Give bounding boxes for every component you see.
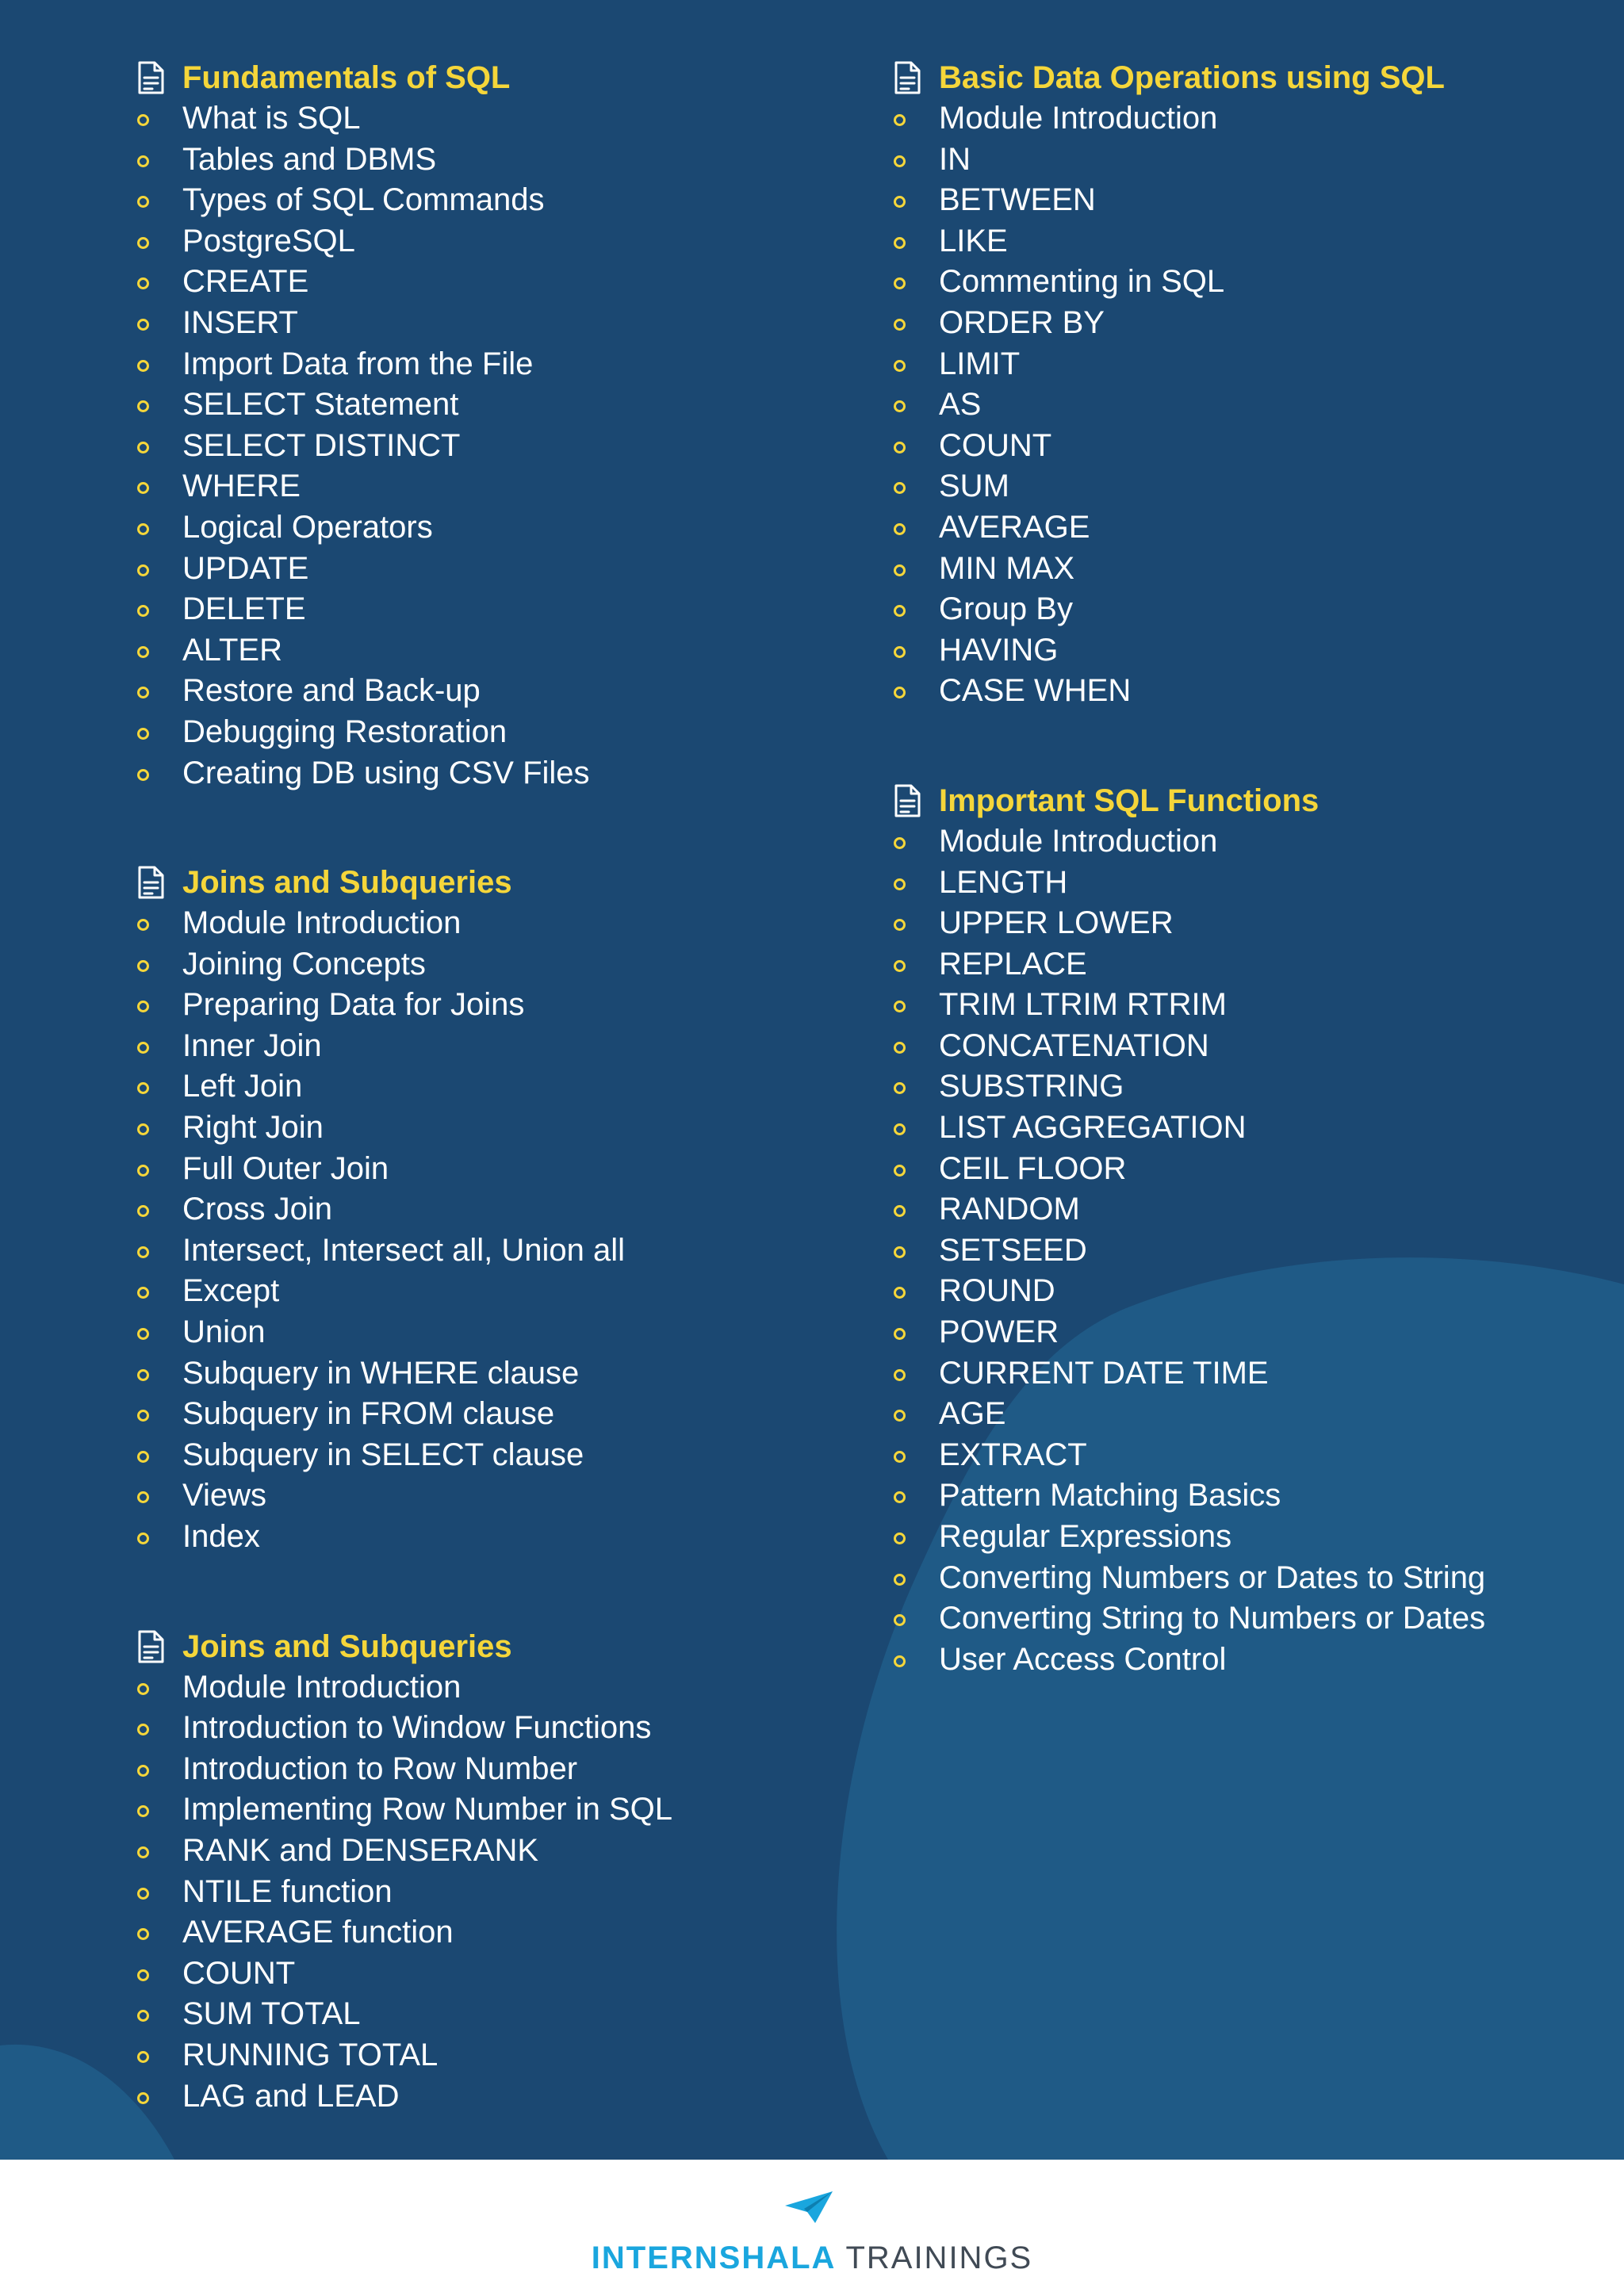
list-item: Tables and DBMS bbox=[135, 140, 672, 181]
list-item: CONCATENATION bbox=[891, 1026, 1485, 1067]
list-item: Converting Numbers or Dates to String bbox=[891, 1558, 1485, 1599]
list-item: Preparing Data for Joins bbox=[135, 985, 672, 1026]
list-item: BETWEEN bbox=[891, 180, 1485, 221]
list-item: Except bbox=[135, 1271, 672, 1312]
list-item: LAG and LEAD bbox=[135, 2076, 672, 2118]
list-item: Cross Join bbox=[135, 1189, 672, 1230]
list-item: UPPER LOWER bbox=[891, 903, 1485, 944]
list-item: INSERT bbox=[135, 303, 672, 344]
list-item: RUNNING TOTAL bbox=[135, 2035, 672, 2076]
section-heading bbox=[135, 1626, 672, 1667]
list-item: Index bbox=[135, 1517, 672, 1558]
list-item: Module Introduction bbox=[135, 1667, 672, 1709]
list-item: Union bbox=[135, 1312, 672, 1353]
section-title: Important SQL Functions bbox=[939, 783, 1320, 818]
footer bbox=[0, 2160, 1624, 2296]
list-item: EXTRACT bbox=[891, 1435, 1485, 1476]
list-item: CURRENT DATE TIME bbox=[891, 1353, 1485, 1395]
list-item: Logical Operators bbox=[135, 507, 672, 549]
list-item: Implementing Row Number in SQL bbox=[135, 1789, 672, 1831]
list-item: CREATE bbox=[135, 262, 672, 303]
list-item: PostgreSQL bbox=[135, 221, 672, 262]
list-item: AGE bbox=[891, 1394, 1485, 1435]
section-heading bbox=[891, 57, 1485, 98]
list-item: TRIM LTRIM RTRIM bbox=[891, 985, 1485, 1026]
list-item: SETSEED bbox=[891, 1230, 1485, 1272]
list-item: SELECT Statement bbox=[135, 385, 672, 426]
document-icon bbox=[891, 783, 923, 818]
list-item: SELECT DISTINCT bbox=[135, 426, 672, 467]
section-title: Joins and Subqueries bbox=[182, 1628, 512, 1664]
list-item: Right Join bbox=[135, 1108, 672, 1149]
document-icon bbox=[891, 60, 923, 95]
topic-list bbox=[891, 98, 1485, 712]
list-item: CEIL FLOOR bbox=[891, 1149, 1485, 1190]
list-item: Pattern Matching Basics bbox=[891, 1475, 1485, 1517]
list-item: Introduction to Row Number bbox=[135, 1749, 672, 1790]
list-item: UPDATE bbox=[135, 549, 672, 590]
list-item: IN bbox=[891, 140, 1485, 181]
list-item: Left Join bbox=[135, 1066, 672, 1108]
list-item: MIN MAX bbox=[891, 549, 1485, 590]
section-heading bbox=[135, 862, 672, 903]
list-item: HAVING bbox=[891, 630, 1485, 672]
section-title: Fundamentals of SQL bbox=[182, 60, 511, 95]
list-item: LIMIT bbox=[891, 344, 1485, 385]
list-item: Inner Join bbox=[135, 1026, 672, 1067]
list-item: RANDOM bbox=[891, 1189, 1485, 1230]
list-item: LENGTH bbox=[891, 863, 1485, 904]
list-item: WHERE bbox=[135, 466, 672, 507]
list-item: Types of SQL Commands bbox=[135, 180, 672, 221]
list-item: DELETE bbox=[135, 589, 672, 630]
list-item: Restore and Back-up bbox=[135, 671, 672, 712]
topic-list bbox=[135, 903, 672, 1558]
list-item: AVERAGE bbox=[891, 507, 1485, 549]
list-item: CASE WHEN bbox=[891, 671, 1485, 712]
section-title: Basic Data Operations using SQL bbox=[939, 60, 1445, 95]
list-item: Module Introduction bbox=[135, 903, 672, 944]
list-item: SUM TOTAL bbox=[135, 1994, 672, 2035]
list-item: Views bbox=[135, 1475, 672, 1517]
section-heading bbox=[135, 57, 672, 98]
syllabus-section bbox=[891, 780, 1485, 1680]
list-item: Introduction to Window Functions bbox=[135, 1708, 672, 1749]
list-item: Import Data from the File bbox=[135, 344, 672, 385]
list-item: Creating DB using CSV Files bbox=[135, 753, 672, 794]
brand-logo[interactable] bbox=[0, 2239, 1624, 2277]
document-icon bbox=[135, 1629, 167, 1664]
list-item: What is SQL bbox=[135, 98, 672, 140]
syllabus-section bbox=[135, 862, 672, 1558]
topic-list bbox=[135, 1667, 672, 2118]
topic-list bbox=[135, 98, 672, 794]
left-column bbox=[135, 57, 672, 2160]
list-item: COUNT bbox=[135, 1954, 672, 1995]
list-item: NTILE function bbox=[135, 1872, 672, 1913]
section-heading bbox=[891, 780, 1485, 821]
list-item: COUNT bbox=[891, 426, 1485, 467]
list-item: SUM bbox=[891, 466, 1485, 507]
syllabus-section bbox=[891, 57, 1485, 712]
list-item: Debugging Restoration bbox=[135, 712, 672, 753]
topic-list bbox=[891, 821, 1485, 1680]
list-item: AVERAGE function bbox=[135, 1912, 672, 1954]
list-item: ORDER BY bbox=[891, 303, 1485, 344]
list-item: LIST AGGREGATION bbox=[891, 1108, 1485, 1149]
document-icon bbox=[135, 60, 167, 95]
paper-plane-icon bbox=[783, 2190, 834, 2225]
list-item: Intersect, Intersect all, Union all bbox=[135, 1230, 672, 1272]
syllabus-section bbox=[135, 1626, 672, 2118]
list-item: ROUND bbox=[891, 1271, 1485, 1312]
list-item: Commenting in SQL bbox=[891, 262, 1485, 303]
list-item: RANK and DENSERANK bbox=[135, 1831, 672, 1872]
list-item: Subquery in FROM clause bbox=[135, 1394, 672, 1435]
list-item: Group By bbox=[891, 589, 1485, 630]
list-item: User Access Control bbox=[891, 1640, 1485, 1681]
section-title: Joins and Subqueries bbox=[182, 865, 512, 901]
list-item: Regular Expressions bbox=[891, 1517, 1485, 1558]
list-item: Converting String to Numbers or Dates bbox=[891, 1598, 1485, 1640]
list-item: Full Outer Join bbox=[135, 1149, 672, 1190]
list-item: REPLACE bbox=[891, 944, 1485, 985]
list-item: SUBSTRING bbox=[891, 1066, 1485, 1108]
list-item: Subquery in WHERE clause bbox=[135, 1353, 672, 1395]
list-item: ALTER bbox=[135, 630, 672, 672]
list-item: Module Introduction bbox=[891, 821, 1485, 863]
list-item: Joining Concepts bbox=[135, 944, 672, 985]
list-item: AS bbox=[891, 385, 1485, 426]
list-item: LIKE bbox=[891, 221, 1485, 262]
brand-trainings: TRAININGS bbox=[845, 2241, 1033, 2275]
brand-shala: SHALA bbox=[718, 2241, 837, 2275]
syllabus-section bbox=[135, 57, 672, 794]
brand-intern: INTERN bbox=[591, 2241, 719, 2275]
right-column bbox=[891, 57, 1485, 1748]
list-item: Subquery in SELECT clause bbox=[135, 1435, 672, 1476]
list-item: Module Introduction bbox=[891, 98, 1485, 140]
list-item: POWER bbox=[891, 1312, 1485, 1353]
document-icon bbox=[135, 865, 167, 900]
